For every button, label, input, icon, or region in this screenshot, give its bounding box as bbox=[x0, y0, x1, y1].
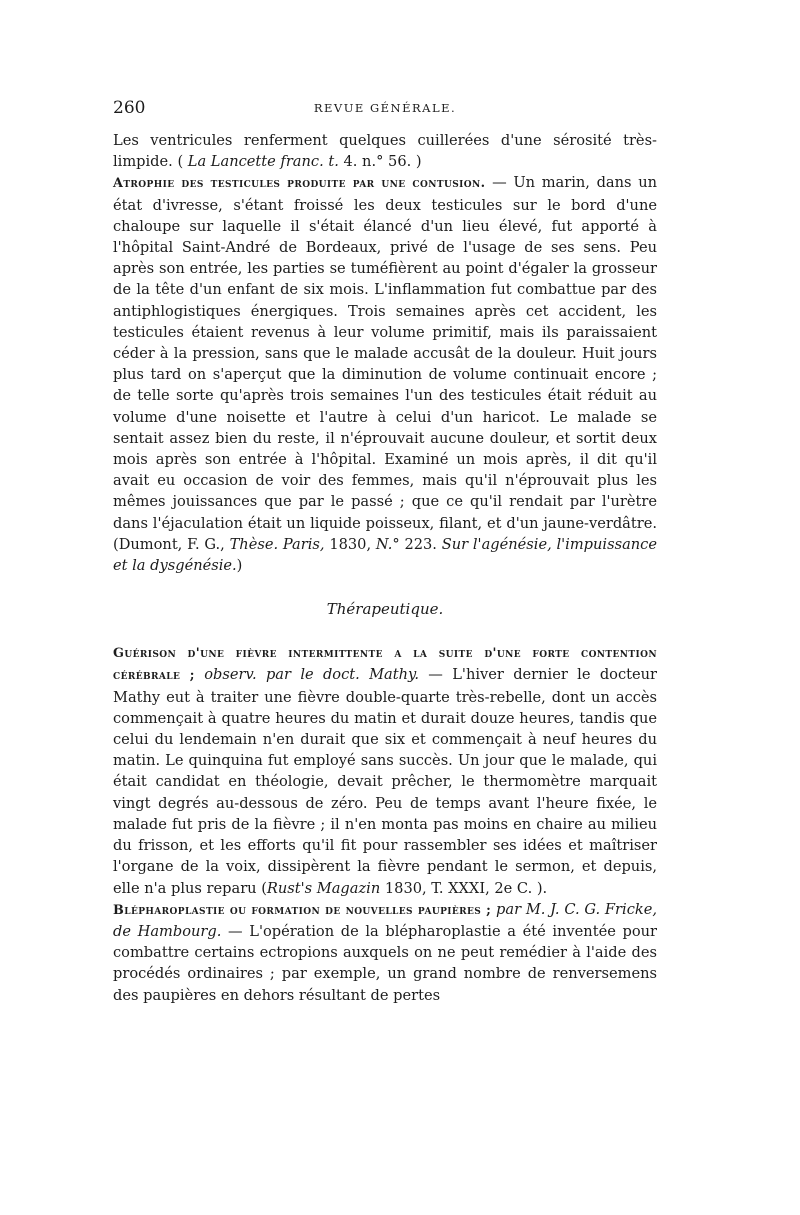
citation-number-label: N.° bbox=[375, 535, 400, 553]
citation-number: 223. bbox=[399, 535, 442, 553]
source-citation: Rust's Magazin bbox=[266, 879, 381, 897]
author-credit: par M. J. C. G. Fricke, de Hambourg. bbox=[113, 900, 657, 940]
running-title: REVUE GÉNÉRALE. bbox=[313, 101, 457, 115]
book-page bbox=[113, 98, 657, 1006]
section-title: Thérapeutique. bbox=[326, 600, 444, 619]
paragraph-atrophie bbox=[113, 172, 657, 576]
paragraph-text: — L'hiver dernier le docteur Mathy eut à traiter une fièvre double-quarte très-rebelle, dont un accès commençait à quatre heures du matin et durait douze heures, tandis que celui du lendemain n'en durait que six et commençait à neuf heures du matin. Le quinquina fut employé sans succès. Un jour que le malade, qui était candidat en théologie, devait prêcher, le thermomètre marquait vingt degrés au-dessous de zéro. Peu de temps avant l'heure fixée, le malade fut pris de la fièvre ; il n'en monta pas moins en chaire au milieu du frisson, et les efforts qu'il fit pour rassembler ses idées et maîtriser l'organe de la voix, dissipèrent la fièvre pendant le sermon, et depuis, elle n'a plus reparu ( bbox=[113, 666, 658, 897]
citation-these: Thèse. Paris, bbox=[229, 535, 325, 553]
paragraph-guerison bbox=[113, 642, 657, 898]
citation-tail: 1830, T. XXXI, 2e C. ). bbox=[380, 879, 548, 897]
page-number: 260 bbox=[113, 98, 146, 118]
article-heading: Guérison d'une fièvre intermittente a la suite d'une forte contention cérébrale ; bbox=[113, 646, 657, 684]
page-body bbox=[113, 130, 657, 1006]
running-head bbox=[113, 98, 657, 124]
paragraph-text: Les ventricules renferment quelques cuillerées d'une sérosité très-limpide. ( bbox=[113, 132, 657, 171]
citation-tail: 4. n.° 56. ) bbox=[338, 153, 422, 171]
article-heading: Blépharoplastie ou formation de nouvelles paupières ; bbox=[113, 902, 492, 918]
paragraph-ventricules bbox=[113, 130, 657, 172]
paragraph-text: — Un marin, dans un état d'ivresse, s'étant froissé les deux testicules sur le bord d'une chaloupe sur laquelle il s'était élancé d'un lieu élevé, fut apporté à l'hôpital Saint-André de Bordeaux, privé de l'usage de ses sens. Peu après son entrée, les parties se tuméfièrent au point d'égaler la grosseur de la tête d'un enfant de six mois. L'inflammation fut combattue par des antiphlogistiques énergiques. Trois semaines après cet accident, les testicules étaient revenus à leur volume primitif, mais ils paraissaient céder à la pression, sans que le malade accusât de la douleur. Huit jours plus tard on s'aperçut que la diminution de volume continuait encore ; de telle sorte qu'après trois semaines l'un des testicules était réduit au volume d'une noisette et l'autre à celui d'un haricot. Le malade se sentait assez bien du reste, il n'éprouvait aucune douleur, et sortit deux mois après son entrée à l'hôpital. Examiné un mois après, il dit qu'il avait eu occasion de voir des femmes, mais qu'il n'éprouvait plus les mêmes jouissances que par le passé ; que ce qu'il rendait par l'urètre dans l'éjaculation était un liquide poisseux, filant, et d'un jaune-verdâtre. (Dumont, F. G., bbox=[113, 174, 657, 553]
source-citation: La Lancette franc. t. bbox=[187, 153, 339, 171]
paragraph-blepharoplastie bbox=[113, 899, 657, 1006]
citation-year: 1830, bbox=[324, 535, 376, 553]
observation-credit: observ. par le doct. Mathy. bbox=[194, 666, 419, 684]
article-heading: Atrophie des testicules produite par une contusion. bbox=[113, 176, 486, 192]
paragraph-text: — L'opération de la blépharoplastie a été inventée pour combattre certains ectropions auxquels on ne peut remédier à l'aide des procédés ordinaires ; par exemple, un grand nombre de renversemens des paupières en dehors résultant de pertes bbox=[113, 922, 657, 1004]
citation-tail: ) bbox=[236, 557, 243, 575]
citation-title: Sur l'agénésie, l'impuissance et la dysgénésie. bbox=[113, 535, 657, 575]
